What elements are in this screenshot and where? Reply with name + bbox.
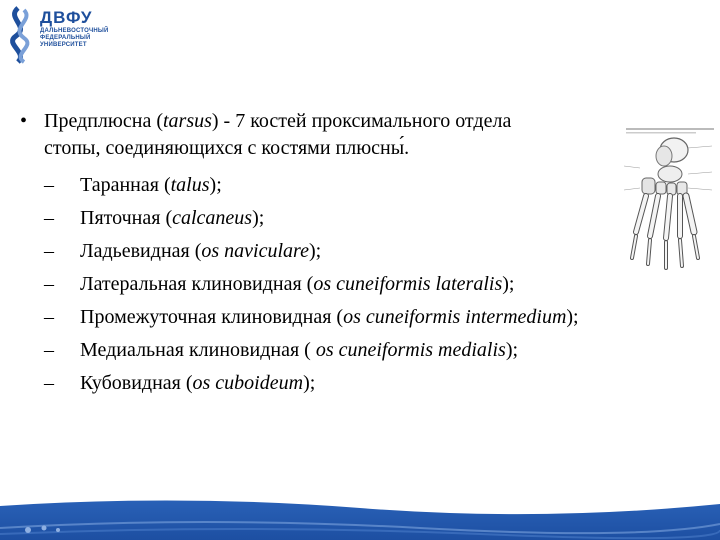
dash-symbol: –	[44, 240, 54, 262]
tarsal-bone-item	[20, 208, 700, 228]
latin-term: os naviculare	[201, 240, 309, 262]
bone-name: Ладьевидная (	[80, 240, 202, 262]
main-bullet-line-1: Предплюсна (tarsus) - 7 костей проксимального отдела	[44, 110, 512, 132]
bone-name: Латеральная клиновидная (	[80, 273, 314, 295]
tarsal-bones-list	[20, 175, 700, 393]
bone-name: Кубовидная (	[80, 372, 193, 394]
latin-term: calcaneus	[172, 207, 253, 229]
dash-symbol: –	[44, 372, 54, 394]
latin-term: os cuneiformis intermedium	[343, 306, 567, 328]
dash-symbol: –	[44, 273, 54, 295]
logo-subtitle-line-1: ДАЛЬНЕВОСТОЧНЫЙ	[40, 28, 109, 34]
latin-term: tarsus	[162, 110, 212, 132]
slide-content	[20, 108, 700, 393]
main-bullet-line-2: стопы, соединяющихся с костями плюсны́.	[44, 137, 410, 159]
bone-suffix: );	[566, 306, 579, 328]
logo-subtitle-line-3: УНИВЕРСИТЕТ	[40, 42, 87, 48]
tarsal-bone-item	[20, 241, 700, 261]
university-logo	[4, 4, 109, 66]
dvfu-helix-logo-icon	[4, 4, 38, 66]
dash-symbol: –	[44, 339, 54, 361]
footer-band	[0, 498, 720, 540]
dash-symbol: –	[44, 174, 54, 196]
latin-term: os cuneiformis medialis	[315, 339, 506, 361]
bone-suffix: );	[505, 339, 519, 361]
main-bullet	[20, 108, 700, 162]
tarsal-bone-item	[20, 274, 700, 294]
bone-suffix: );	[502, 273, 515, 295]
bone-suffix: );	[308, 240, 322, 262]
tarsal-bone-item	[20, 307, 700, 327]
logo-subtitle-line-2: ФЕДЕРАЛЬНЫЙ	[40, 35, 91, 41]
bone-name: Медиальная клиновидная (	[80, 339, 316, 361]
bone-name: Таранная (	[80, 174, 171, 196]
logo-title: ДВФУ	[40, 8, 93, 27]
tarsal-bone-item	[20, 175, 700, 195]
dash-symbol: –	[44, 306, 54, 328]
latin-term: talus	[170, 174, 210, 196]
dash-symbol: –	[44, 207, 54, 229]
bone-suffix: );	[252, 207, 265, 229]
footer-wave-decoration	[0, 498, 720, 540]
tarsal-bone-item	[20, 340, 700, 360]
tarsal-bone-item	[20, 373, 700, 393]
latin-term: os cuboideum	[192, 372, 304, 394]
bone-name: Пяточная (	[80, 207, 173, 229]
latin-term: os cuneiformis lateralis	[313, 273, 503, 295]
bone-name: Промежуточная клиновидная (	[80, 306, 344, 328]
bullet-symbol: •	[20, 110, 28, 132]
bone-suffix: );	[303, 372, 316, 394]
bone-suffix: );	[209, 174, 222, 196]
